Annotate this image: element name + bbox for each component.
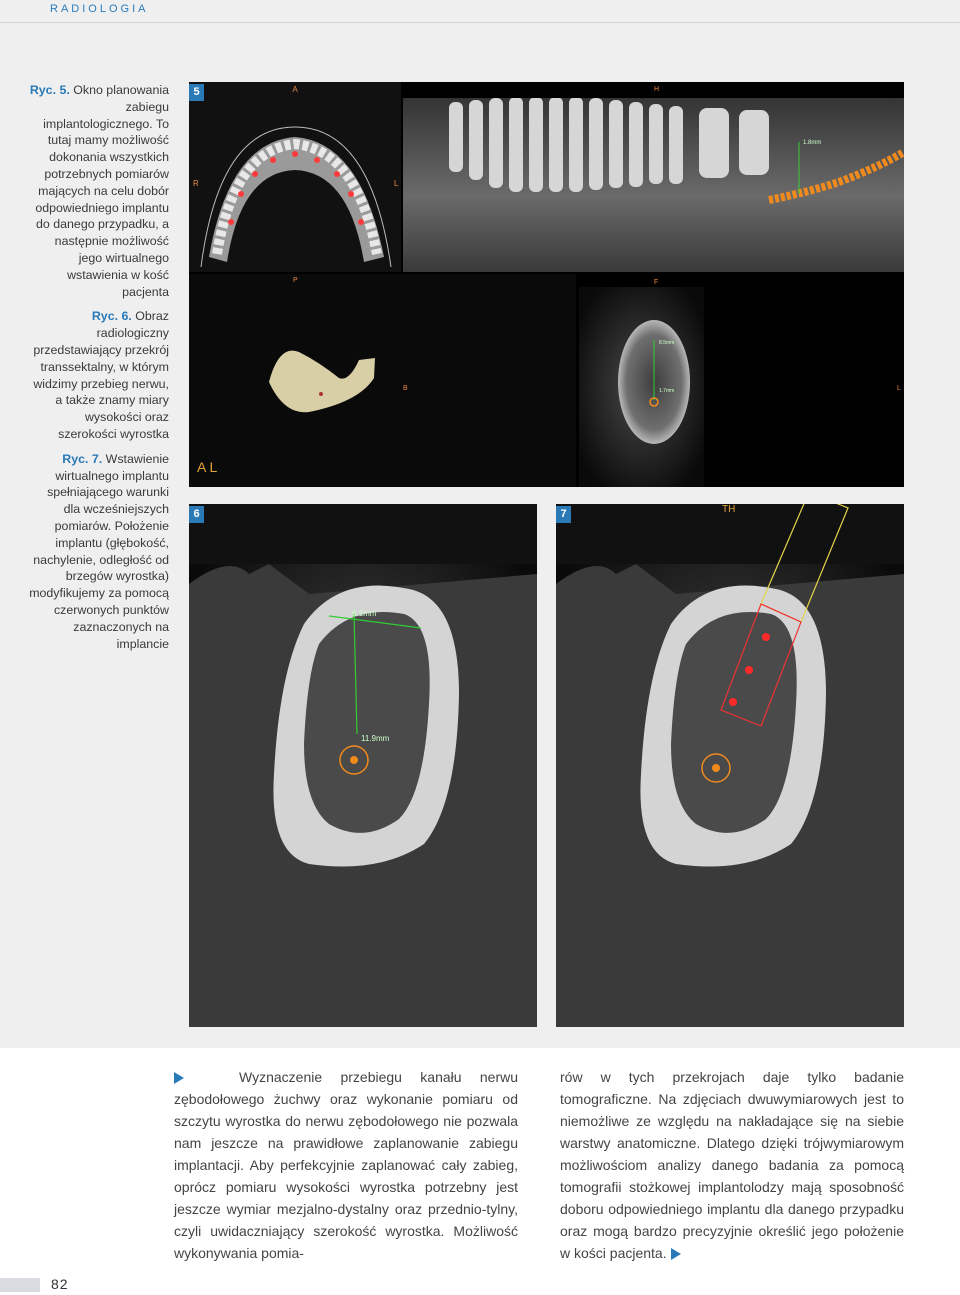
view-label-top: TH xyxy=(722,504,736,515)
cross-measure-2: 1.7mm xyxy=(659,388,675,394)
header-divider xyxy=(0,22,960,23)
caption-text: Obraz radiologiczny przedstawiający przekrój transsektalny, w którym widzimy przebieg nerwu, a także znamy miary wysokości oraz szerokości wyrostka xyxy=(33,309,169,441)
pano-teeth xyxy=(449,97,769,192)
mandible-3d-marker xyxy=(319,392,323,396)
nerve-dot xyxy=(350,756,358,764)
body-column-2 xyxy=(560,1066,904,1264)
view3d-label-top: P xyxy=(293,277,298,284)
figure-7 xyxy=(556,504,904,1027)
pano-label-top: H xyxy=(654,86,660,93)
view-3d xyxy=(189,274,576,487)
caption-ref: Ryc. 6. xyxy=(91,309,132,324)
caption-ref: Ryc. 5. xyxy=(29,83,70,97)
body-text-1: Wyznaczenie przebiegu kanału nerwu zębodołowego żuchwy oraz wykonanie pomiaru od szczytu wyrostka do nerwu zębodołowego nie pozwala nam jeszcze na prawidłowe zaplanowanie zabiegu implantacji. Aby perfekcyjnie zaplanować cały zabieg, oprócz pomiaru wysokości wyrostka potrzebny jest jeszcze wymiar mezjalno-dystalny oraz przednio-tylny, czyli uwidaczniający szerokość wyrostka. Możliwość wykonywania pomia- xyxy=(174,1069,518,1261)
cross-label-left: B xyxy=(403,385,408,392)
bone-marrow xyxy=(304,612,430,833)
figure-5 xyxy=(189,82,904,487)
cross-measure-1: 8.5mm xyxy=(659,340,675,346)
page-number-bar xyxy=(0,1278,40,1292)
measure-height-label: 11.9mm xyxy=(361,734,390,743)
bone-marrow xyxy=(671,612,797,833)
pano-measure-label: 1.8mm xyxy=(803,140,822,146)
play-arrow-icon xyxy=(671,1248,681,1260)
caption-ryc5 xyxy=(28,82,169,300)
caption-ref: Ryc. 7. xyxy=(62,451,103,466)
measure-width-label: 6.1mm xyxy=(352,609,377,618)
figure-captions xyxy=(28,82,169,660)
view3d-orientation: A L xyxy=(197,459,218,475)
page-number: 82 xyxy=(51,1276,69,1292)
figure-5-canvas xyxy=(189,82,904,487)
figure-7-badge: 7 xyxy=(556,506,571,523)
axial-label-top: A xyxy=(292,85,298,94)
cross-label-top: F xyxy=(654,279,659,286)
figure-5-badge: 5 xyxy=(189,84,204,101)
play-arrow-icon xyxy=(174,1072,184,1084)
body-text-2: rów w tych przekrojach daje tylko badanie tomograficzne. Na zdjęciach dwuwymiarowych jest to niemożliwe ze względu na nakładające się na siebie warstwy anatomiczne. Dlatego dzięki trójwymiarowym możliwościom analizy danego badania za pomocą tomografii stożkowej implantolodzy mają sposobność doboru odpowiedniego implantu dla danego przypadku oraz mogą bardzo precyzyjnie określić jego położenie w kości pacjenta. xyxy=(560,1069,904,1261)
caption-ryc6 xyxy=(28,308,169,442)
caption-ryc7 xyxy=(28,451,169,653)
nerve-dot xyxy=(712,764,720,772)
caption-text: Okno planowania zabiegu implantologicznego. To tutaj mamy możliwość dokonania wszystkich potrzebnych pomiarów mających na celu dobór odpowiedniego implantu do danego przypadku, a następnie możliwość jego wirtualnego wstawienia w kość pacjenta xyxy=(35,83,169,299)
figure-6 xyxy=(189,504,537,1027)
figure-6-canvas xyxy=(189,504,537,1027)
section-label: RADIOLOGIA xyxy=(50,3,149,15)
body-column-1 xyxy=(174,1066,518,1264)
caption-text: Wstawienie wirtualnego implantu spełniającego warunki dla wcześniejszych pomiarów. Położenie implantu (głębokość, nachylenie, odległość od brzegów wyrostka) modyfikujemy za pomocą czerwonych punktów zaznaczonych na implancie xyxy=(29,451,169,651)
cross-label-right: L xyxy=(897,385,901,392)
axial-label-left: R xyxy=(193,179,199,188)
axial-label-right: L xyxy=(394,179,399,188)
figure-7-canvas xyxy=(556,504,904,1027)
figure-6-badge: 6 xyxy=(189,506,204,523)
